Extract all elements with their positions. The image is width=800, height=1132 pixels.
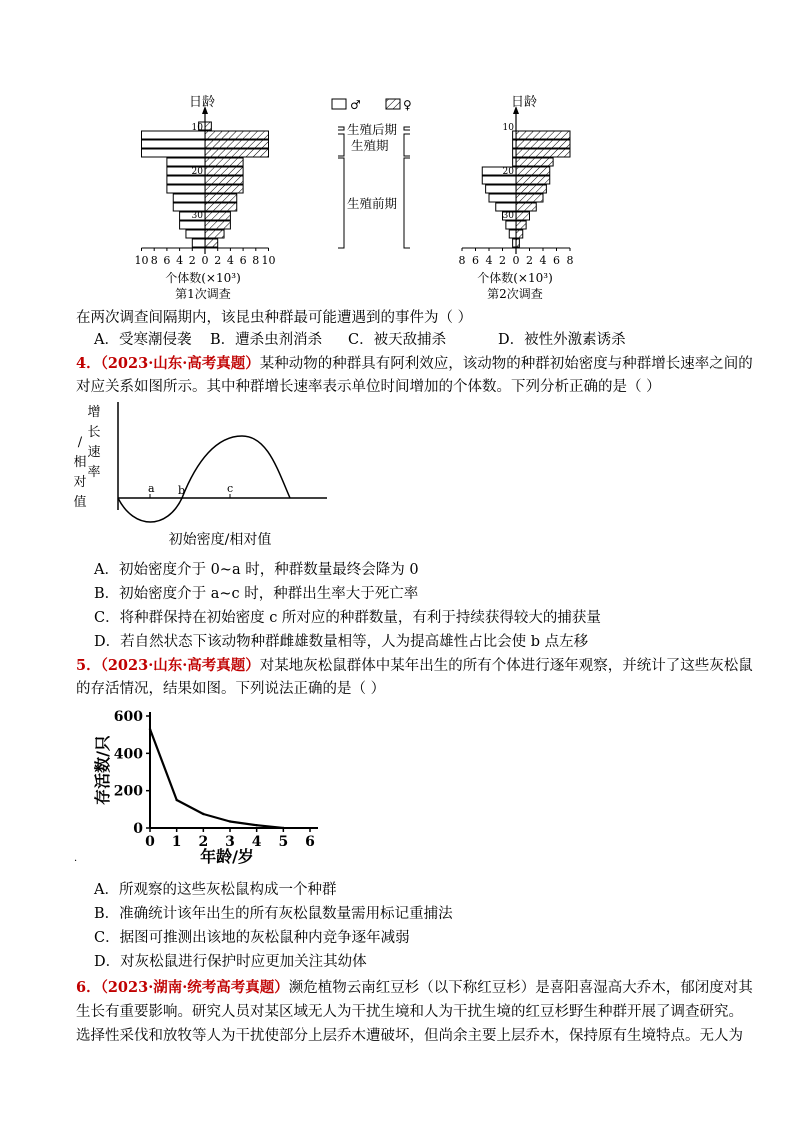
x-tick-label: 10 <box>261 254 276 267</box>
question-source: （2023·山东·高考真题） <box>100 355 260 372</box>
question-number: 6． <box>76 979 101 996</box>
pyramid-survey-2 <box>459 106 574 267</box>
legend-female-label: ♀ <box>403 98 412 112</box>
q5-option-b[interactable]: B．准确统计该年出生的所有灰松鼠数量需用标记重捕法 <box>94 906 453 922</box>
q4-option-c[interactable]: C．将种群保持在初始密度 c 所对应的种群数量，有利于持续获得较大的捕获量 <box>94 610 601 626</box>
female-bar <box>205 194 237 202</box>
q5-stem-text: 对某地灰松鼠群体中某年出生的所有个体进行逐年观察，并统计了这些灰松鼠 <box>259 658 753 674</box>
x-tick-label: 6 <box>239 254 247 267</box>
male-bar <box>486 185 516 193</box>
y-label-char: 速 <box>87 445 101 460</box>
x-axis-label: 年龄/岁 <box>200 847 254 866</box>
legend-male-swatch <box>332 99 346 109</box>
female-bar <box>516 131 570 139</box>
y-label-char: 率 <box>87 465 101 480</box>
male-bar <box>167 158 205 166</box>
y-tick-label: 0 <box>133 821 143 837</box>
y-tick-label: 600 <box>113 709 143 725</box>
y-axis-label <box>73 405 100 510</box>
x-tick-label: 2 <box>499 254 506 267</box>
x-tick-label: 1 <box>171 834 182 850</box>
female-bar <box>205 131 269 139</box>
survival-line <box>150 729 283 828</box>
y-label-char: 对 <box>73 475 87 490</box>
q3-option-c[interactable]: C．被天敌捕杀 <box>348 332 447 348</box>
male-bar <box>482 176 516 184</box>
point-label-b: b <box>178 484 186 497</box>
x-tick-label: 6 <box>163 254 171 267</box>
x-tick-label: 4 <box>485 254 493 267</box>
q4-stem-line-1 <box>76 354 753 374</box>
y-label-char: 值 <box>73 495 87 510</box>
male-bar <box>513 140 516 148</box>
y-tick-label: 20 <box>502 167 514 177</box>
q4-stem-text: 某种动物的种群具有阿利效应，该动物的种群初始密度与种群增长速率之间的 <box>259 356 753 372</box>
data-point <box>175 799 177 801</box>
x-tick-label: 6 <box>553 254 560 267</box>
q5-option-c[interactable]: C．据图可推测出该地的灰松鼠种内竞争逐年减弱 <box>94 930 410 946</box>
data-point <box>255 824 257 826</box>
x-tick-label: 0 <box>201 254 209 267</box>
q3-option-a[interactable]: A．受寒潮侵袭 <box>94 332 192 348</box>
x-tick-label: 2 <box>198 834 209 850</box>
x-tick-label: 4 <box>176 254 184 267</box>
male-bar <box>192 239 205 247</box>
female-bar <box>516 140 570 148</box>
female-bar <box>205 149 269 157</box>
data-point <box>229 820 231 822</box>
male-bar <box>167 176 205 184</box>
female-bar <box>205 212 230 220</box>
female-bar <box>205 140 269 148</box>
legend-female-swatch <box>386 99 400 109</box>
x-axis-label: 初始密度/相对值 <box>168 532 272 548</box>
female-bar <box>516 194 543 202</box>
female-bar <box>205 158 243 166</box>
point-label-c: c <box>227 482 234 495</box>
survival-plot <box>114 709 318 850</box>
x-tick-label: 2 <box>214 254 222 267</box>
point-label-a: a <box>148 482 155 495</box>
q5-option-d[interactable]: D．对灰松鼠进行保护时应更加关注其幼体 <box>94 954 367 970</box>
female-bar <box>516 158 553 166</box>
female-bar <box>516 176 550 184</box>
male-bar <box>509 230 516 238</box>
male-bar <box>180 221 205 229</box>
x-tick-label: 8 <box>252 254 260 267</box>
growth-rate-curve <box>118 436 290 522</box>
x-tick-label: 6 <box>305 834 315 850</box>
x-tick-label: 10 <box>134 254 149 267</box>
male-bar <box>513 158 516 166</box>
allee-effect-chart <box>72 398 372 558</box>
female-bar <box>516 212 530 220</box>
female-bar <box>205 239 218 247</box>
female-bar <box>205 203 237 211</box>
stage-label-post: 生殖后期 <box>347 122 398 137</box>
female-bar <box>205 122 211 130</box>
data-point <box>282 827 284 829</box>
question-source: （2023·湖南·统考高考真题） <box>100 979 289 996</box>
male-bar <box>513 149 516 157</box>
q5-stem-line-2: 的存活情况，结果如图。下列说法正确的是（ ） <box>76 681 386 697</box>
y-axis-label: 存活数/只 <box>93 735 112 805</box>
age-pyramid-figure <box>60 88 660 308</box>
data-point <box>202 813 204 815</box>
female-bar <box>516 185 546 193</box>
q3-option-d[interactable]: D．被性外激素诱杀 <box>498 332 626 348</box>
female-bar <box>516 203 536 211</box>
stage-label-repro: 生殖期 <box>351 138 389 153</box>
male-bar <box>496 203 516 211</box>
y-axis-label: 日龄 <box>188 95 216 110</box>
female-bar <box>516 239 519 247</box>
question-source: （2023·山东·高考真题） <box>100 657 260 674</box>
female-bar <box>205 221 230 229</box>
male-bar <box>173 203 205 211</box>
male-bar <box>142 140 206 148</box>
female-bar <box>516 221 526 229</box>
male-bar <box>167 185 205 193</box>
y-label-char: 长 <box>87 425 101 440</box>
q4-option-b[interactable]: B．初始密度介于 a~c 时，种群出生率大于死亡率 <box>94 586 419 602</box>
y-tick-label: 200 <box>113 783 143 800</box>
q3-option-b[interactable]: B．遭杀虫剂消杀 <box>210 332 323 348</box>
legend-male-label: ♂ <box>350 98 361 112</box>
female-bar <box>516 149 570 157</box>
survival-chart <box>72 700 352 870</box>
y-label-char: 增 <box>87 405 101 420</box>
q6-line-3: 选择性采伐和放牧等人为干扰使部分上层乔木遭破坏，但尚余主要上层乔木，保持原有生境特点。无人为 <box>76 1028 743 1044</box>
data-point <box>149 728 151 730</box>
x-tick-label: 4 <box>539 254 547 267</box>
x-tick-label: 8 <box>458 254 466 267</box>
stage-label-pre: 生殖前期 <box>347 196 398 211</box>
x-tick-label: 0 <box>512 254 520 267</box>
question-number: 4． <box>76 355 101 372</box>
female-bar <box>205 230 224 238</box>
female-bar <box>516 230 523 238</box>
x-tick-label: 4 <box>226 254 234 267</box>
x-tick-label: 5 <box>278 834 289 850</box>
survey-2-title: 第2次调查 <box>487 287 543 301</box>
q3-stem: 在两次调查间隔期内，该昆虫种群最可能遭遇到的事件为（ ） <box>76 310 473 326</box>
pyramid-survey-1 <box>135 106 276 267</box>
y-tick-label: 30 <box>502 211 514 221</box>
x-axis-label-1: 个体数(×10³) <box>165 271 241 285</box>
stray-mark: · <box>74 856 78 867</box>
question-number: 5． <box>76 657 101 674</box>
survey-1-title: 第1次调查 <box>175 287 231 301</box>
y-tick-label: 10 <box>191 123 203 133</box>
female-bar <box>205 167 243 175</box>
y-tick-label: 10 <box>502 123 514 133</box>
q5-stem-line-1 <box>76 656 753 676</box>
x-tick-label: 8 <box>150 254 158 267</box>
female-bar <box>205 176 243 184</box>
q6-text: 濒危植物云南红豆杉（以下称红豆杉）是喜阳喜湿高大乔木，郁闭度对其 <box>288 980 753 996</box>
q4-option-d[interactable]: D．若自然状态下该动物种群雌雄数量相等，人为提高雄性占比会使 b 点左移 <box>94 634 589 650</box>
q4-option-a[interactable]: A．初始密度介于 0~a 时，种群数量最终会降为 0 <box>94 562 419 578</box>
female-bar <box>516 167 550 175</box>
y-axis-label-2: 日龄 <box>510 95 538 110</box>
x-tick-label: 2 <box>526 254 533 267</box>
y-tick-label: 20 <box>191 167 203 177</box>
y-tick-label: 400 <box>113 746 143 763</box>
q6-line-2: 生长有重要影响。研究人员对某区域无人为干扰生境和人为干扰生境的红豆杉野生种群开展了调查研究。 <box>76 1004 743 1020</box>
male-bar <box>489 194 516 202</box>
q5-option-a[interactable]: A．所观察的这些灰松鼠构成一个种群 <box>94 882 337 898</box>
x-tick-label: 3 <box>225 834 235 850</box>
x-tick-label: 0 <box>145 834 155 850</box>
male-bar <box>506 221 516 229</box>
y-label-char: 相 <box>73 455 87 470</box>
y-tick-label: 30 <box>191 211 203 221</box>
x-axis-label-2: 个体数(×10³) <box>477 271 553 285</box>
x-tick-label: 6 <box>472 254 479 267</box>
male-bar <box>513 239 516 247</box>
x-tick-label: 2 <box>188 254 196 267</box>
male-bar <box>173 194 205 202</box>
y-label-char: / <box>77 435 83 450</box>
x-tick-label: 8 <box>566 254 574 267</box>
x-tick-label: 4 <box>251 834 262 850</box>
female-bar <box>205 185 243 193</box>
male-bar <box>142 149 206 157</box>
male-bar <box>186 230 205 238</box>
q6-line-1 <box>76 978 753 998</box>
q4-stem-line-2: 对应关系如图所示。其中种群增长速率表示单位时间增加的个体数。下列分析正确的是（ ） <box>76 379 661 395</box>
